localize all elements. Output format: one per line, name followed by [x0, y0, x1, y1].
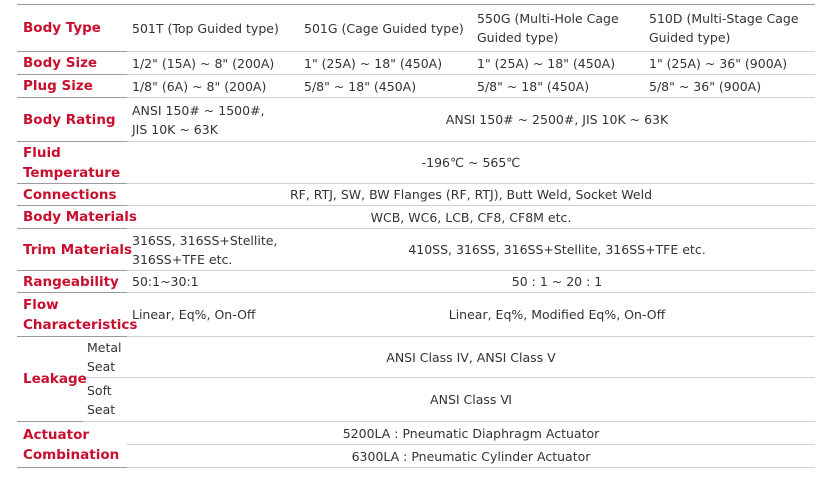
rangeability-others: 50 : 1 ~ 20 : 1: [299, 271, 815, 293]
row-connections: [17, 184, 815, 206]
body-type-501g: 501G (Cage Guided type): [299, 5, 472, 52]
rangeability-501t: 50:1~30:1: [127, 271, 299, 293]
row-plug-size: [17, 75, 815, 98]
spec-table: [17, 4, 815, 468]
label-trim-materials: Trim Materials: [17, 229, 127, 271]
trim-materials-501t: 316SS, 316SS+Stellite, 316SS+TFE etc.: [127, 229, 299, 271]
label-connections: Connections: [17, 184, 127, 206]
body-size-501g: 1" (25A) ~ 18" (450A): [299, 52, 472, 75]
row-actuator-2: [17, 445, 815, 468]
label-metal-seat: Metal Seat: [83, 337, 127, 378]
body-materials-value: WCB, WC6, LCB, CF8, CF8M etc.: [127, 206, 815, 229]
row-leakage-soft: [17, 378, 815, 422]
label-fluid-temperature: Fluid Temperature: [17, 142, 127, 184]
label-actuator-combination: Actuator Combination: [17, 422, 127, 468]
row-flow-characteristics: [17, 293, 815, 337]
body-type-501t: 501T (Top Guided type): [127, 5, 299, 52]
row-body-materials: [17, 206, 815, 229]
label-body-materials: Body Materials: [17, 206, 127, 229]
body-type-550g: 550G (Multi-Hole Cage Guided type): [472, 5, 644, 52]
flow-characteristics-others: Linear, Eq%, Modified Eq%, On-Off: [299, 293, 815, 337]
body-type-510d: 510D (Multi-Stage Cage Guided type): [644, 5, 815, 52]
label-body-rating: Body Rating: [17, 98, 127, 142]
row-rangeability: [17, 271, 815, 293]
label-soft-seat: Soft Seat: [83, 378, 127, 422]
row-leakage-metal: [17, 337, 815, 378]
body-size-501t: 1/2" (15A) ~ 8" (200A): [127, 52, 299, 75]
leakage-soft-seat-value: ANSI Class Ⅵ: [127, 378, 815, 422]
actuator-6300la: 6300LA : Pneumatic Cylinder Actuator: [127, 445, 815, 468]
row-body-type: [17, 5, 815, 52]
plug-size-501g: 5/8" ~ 18" (450A): [299, 75, 472, 98]
leakage-metal-seat-value: ANSI Class IV, ANSI Class V: [127, 337, 815, 378]
label-flow-characteristics: Flow Characteristics: [17, 293, 127, 337]
body-rating-501t: ANSI 150# ~ 1500#, JIS 10K ~ 63K: [127, 98, 299, 142]
label-plug-size: Plug Size: [17, 75, 127, 98]
plug-size-501t: 1/8" (6A) ~ 8" (200A): [127, 75, 299, 98]
row-actuator-1: [17, 422, 815, 445]
row-fluid-temperature: [17, 142, 815, 184]
flow-characteristics-501t: Linear, Eq%, On-Off: [127, 293, 299, 337]
label-body-type: Body Type: [17, 5, 127, 52]
plug-size-510d: 5/8" ~ 36" (900A): [644, 75, 815, 98]
label-leakage: Leakage: [17, 337, 83, 422]
body-size-510d: 1" (25A) ~ 36" (900A): [644, 52, 815, 75]
label-body-size: Body Size: [17, 52, 127, 75]
row-body-rating: [17, 98, 815, 142]
connections-value: RF, RTJ, SW, BW Flanges (RF, RTJ), Butt Weld, Socket Weld: [127, 184, 815, 206]
fluid-temperature-value: -196℃ ~ 565℃: [127, 142, 815, 184]
label-rangeability: Rangeability: [17, 271, 127, 293]
row-trim-materials: [17, 229, 815, 271]
body-rating-others: ANSI 150# ~ 2500#, JIS 10K ~ 63K: [299, 98, 815, 142]
trim-materials-others: 410SS, 316SS, 316SS+Stellite, 316SS+TFE etc.: [299, 229, 815, 271]
row-body-size: [17, 52, 815, 75]
plug-size-550g: 5/8" ~ 18" (450A): [472, 75, 644, 98]
body-size-550g: 1" (25A) ~ 18" (450A): [472, 52, 644, 75]
actuator-5200la: 5200LA : Pneumatic Diaphragm Actuator: [127, 422, 815, 445]
